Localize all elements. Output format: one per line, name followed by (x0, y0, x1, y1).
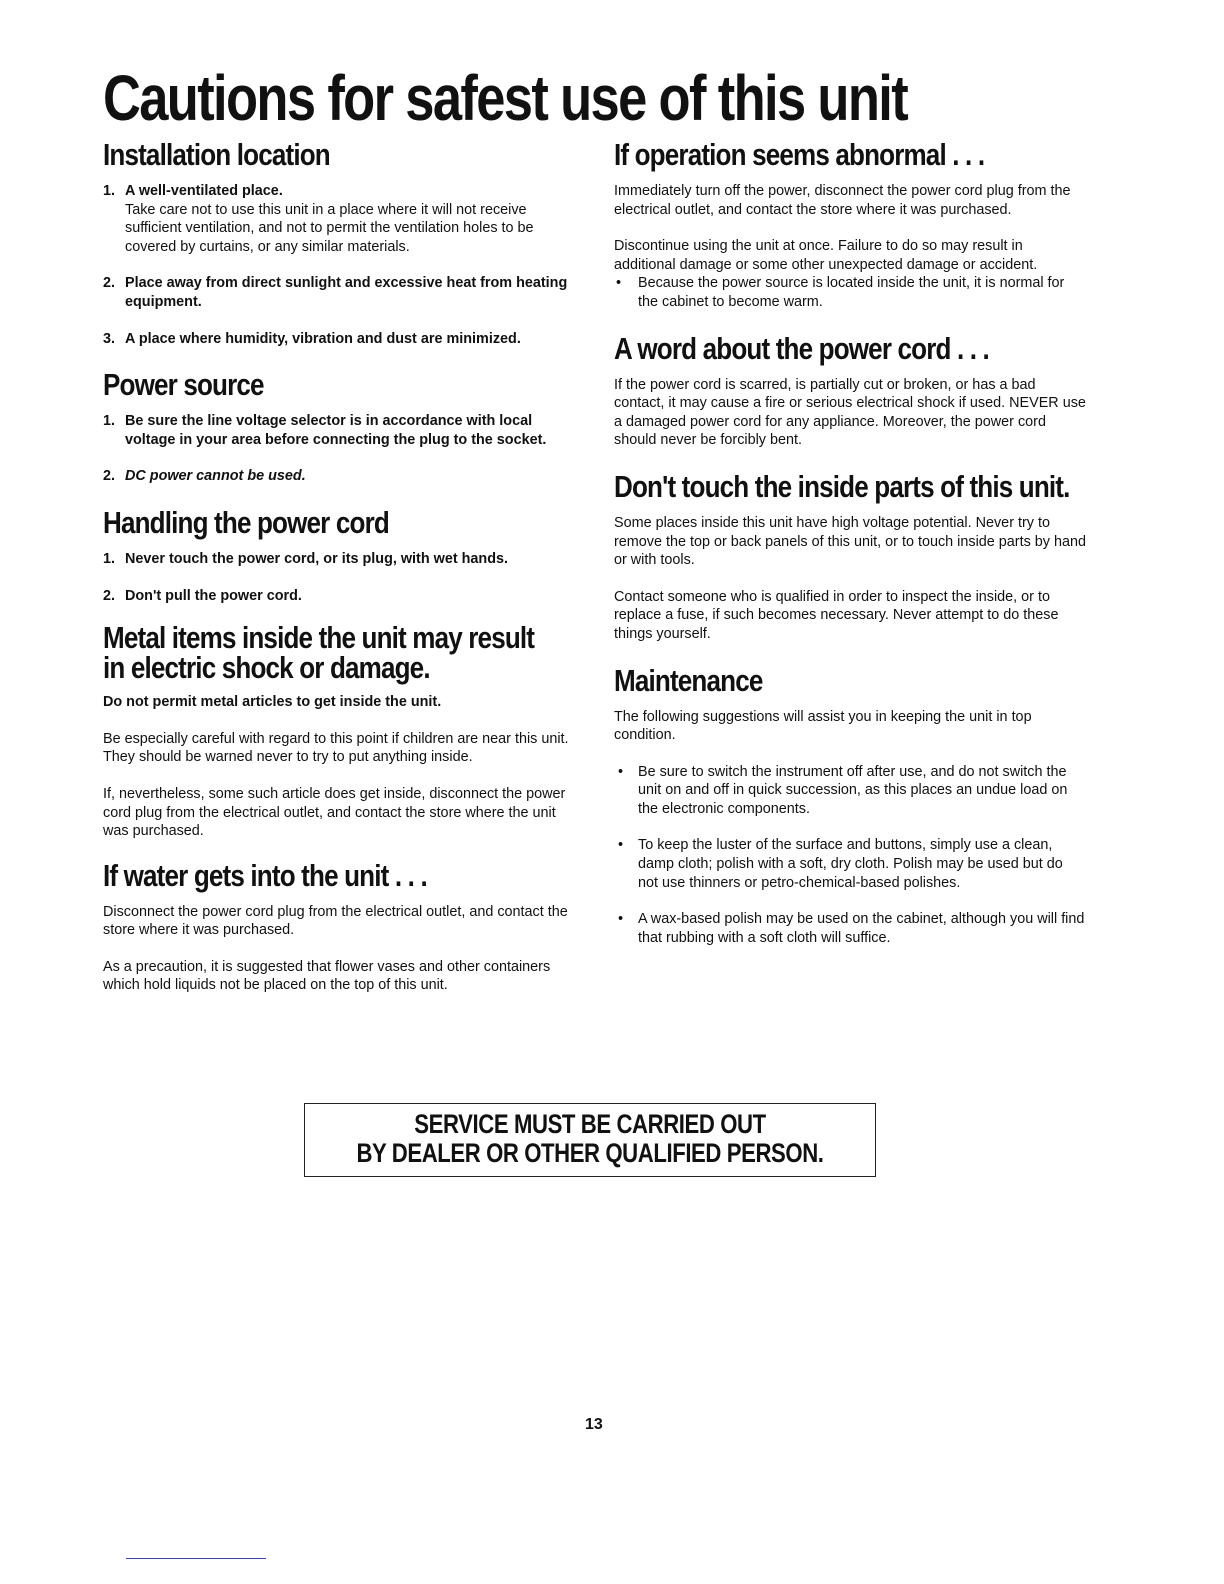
handling-list (103, 550, 575, 605)
metal-heading-line1: Metal items inside the unit may result (103, 620, 535, 656)
item-number: 3. (103, 330, 116, 347)
metal-heading-line2: in electric shock or damage. (103, 650, 430, 686)
water-section (103, 857, 575, 995)
inside-section (614, 468, 1086, 644)
page-title: Cautions for safest use of this unit (103, 62, 908, 134)
service-notice-box (304, 1103, 876, 1177)
inside-paragraph-2: Contact someone who is qualified in order to inspect the inside, or to replace a fuse, if such becomes necessary. Never attempt to do these things yourself. (614, 588, 1059, 642)
bullet-text: Be sure to switch the instrument off after use, and do not switch the unit on and off in quick succession, as this places an undue load on the electronic components. (638, 763, 1068, 817)
bullet-text: Because the power source is located inside the unit, it is normal for the cabinet to become warm. (638, 275, 1065, 310)
list-item (614, 274, 1086, 311)
power-source-section (103, 367, 575, 486)
bullet-glyph: • (618, 763, 624, 780)
cord-section (614, 330, 1086, 450)
metal-heading (103, 620, 573, 686)
maintenance-intro: The following suggestions will assist you in keeping the unit in top condition. (614, 708, 1032, 744)
item-body: Take care not to use this unit in a place where it will not receive sufficient ventilation, and not to permit the ventilation holes to be covered by curtains, or any similar materials. (125, 201, 534, 255)
maintenance-heading: Maintenance (614, 662, 763, 698)
handling-heading: Handling the power cord (103, 504, 389, 540)
power-source-list (103, 412, 575, 486)
item-title: Don't pull the power cord. (125, 587, 302, 604)
bullet-text: A wax-based polish may be used on the cabinet, although you will find that rubbing with a soft cloth will suffice. (638, 911, 1085, 946)
metal-section (103, 620, 575, 841)
abnormal-bullets (614, 274, 1086, 311)
footer-rule (126, 1558, 266, 1559)
service-line-2: BY DEALER OR OTHER QUALIFIED PERSON. (356, 1138, 824, 1168)
metal-paragraph-1: Be especially careful with regard to this point if children are near this unit. They should be warned never to try to put anything inside. (103, 730, 569, 766)
cord-heading: A word about the power cord . . . (614, 330, 989, 366)
left-column (103, 137, 575, 995)
service-line-1: SERVICE MUST BE CARRIED OUT (414, 1109, 766, 1139)
inside-paragraph-1: Some places inside this unit have high voltage potential. Never try to remove the top or back panels of this unit, or to touch inside parts by hand or with tools. (614, 514, 1086, 569)
bullet-glyph: • (616, 275, 622, 292)
bullet-glyph: • (618, 911, 624, 928)
list-item (103, 467, 575, 486)
abnormal-heading: If operation seems abnormal . . . (614, 137, 985, 172)
item-number: 1. (103, 550, 116, 567)
metal-lead: Do not permit metal articles to get inside the unit. (103, 694, 442, 711)
installation-section (103, 137, 575, 348)
installation-heading: Installation location (103, 137, 330, 172)
list-item (614, 836, 1086, 892)
inside-heading: Don't touch the inside parts of this unit. (614, 468, 1070, 504)
list-item (103, 330, 575, 349)
metal-paragraph-2: If, nevertheless, some such article does get inside, disconnect the power cord plug from the electrical outlet, and contact the store where the unit was purchased. (103, 785, 566, 840)
water-paragraph-2: As a precaution, it is suggested that flower vases and other containers which hold liquids not be placed on the top of this unit. (103, 958, 551, 994)
list-item (103, 412, 575, 449)
abnormal-paragraph-1: Immediately turn off the power, disconnect the power cord plug from the electrical outlet, and contact the store where it was purchased. (614, 183, 1071, 218)
list-item (614, 763, 1086, 819)
right-column (614, 137, 1086, 947)
item-number: 2. (103, 587, 116, 604)
abnormal-paragraph-2: Discontinue using the unit at once. Failure to do so may result in additional damage or some other unexpected damage or accident. (614, 238, 1038, 273)
item-title: Place away from direct sunlight and excessive heat from heating equipment. (125, 275, 568, 310)
installation-list (103, 182, 575, 348)
item-title: Never touch the power cord, or its plug, with wet hands. (125, 550, 508, 567)
list-item (103, 550, 575, 569)
power-source-heading: Power source (103, 367, 264, 403)
bullet-text: To keep the luster of the surface and buttons, simply use a clean, damp cloth; polish with a soft, dry cloth. Polish may be used but do not use thinners or petro-chemical-based polishes. (638, 837, 1063, 891)
item-number: 2. (103, 275, 116, 292)
item-number: 2. (103, 468, 116, 485)
water-paragraph-1: Disconnect the power cord plug from the electrical outlet, and contact the store where it was purchased. (103, 903, 568, 939)
list-item (103, 274, 575, 311)
list-item (614, 910, 1086, 947)
item-number: 1. (103, 183, 116, 199)
item-title: DC power cannot be used. (125, 468, 306, 485)
maintenance-bullets (614, 763, 1086, 948)
cord-paragraph: If the power cord is scarred, is partially cut or broken, or has a bad contact, it may cause a fire or serious electrical shock if used. NEVER use a damaged power cord for any appliance. Moreover, the power cord should never be forcibly bent. (614, 376, 1086, 449)
item-title: Be sure the line voltage selector is in accordance with local voltage in your area before connecting the plug to the socket. (125, 413, 547, 448)
maintenance-section (614, 662, 1086, 948)
item-title: A place where humidity, vibration and dust are minimized. (125, 330, 521, 347)
abnormal-section (614, 137, 1086, 312)
list-item (103, 182, 575, 256)
item-number: 1. (103, 413, 116, 430)
bullet-glyph: • (618, 837, 624, 854)
water-heading: If water gets into the unit . . . (103, 857, 427, 893)
page-number: 13 (585, 1416, 603, 1433)
handling-section (103, 504, 575, 605)
item-title: A well-ventilated place. (125, 183, 283, 199)
list-item (103, 587, 575, 606)
